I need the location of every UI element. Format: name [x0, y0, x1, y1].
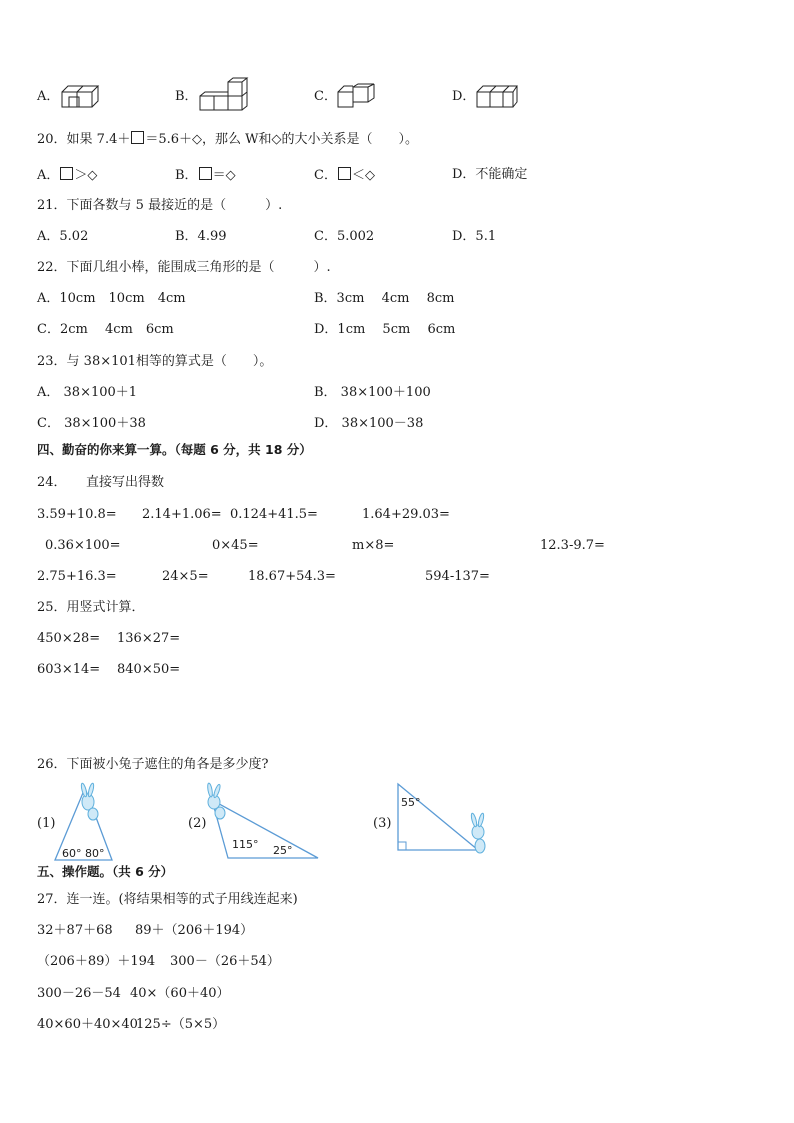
q23-option-c: C． 38×100＋38	[37, 416, 146, 431]
q27-stem: 27．连一连。(将结果相等的式子用线连起来)	[37, 892, 298, 907]
q24-r3-item-4: 594-137=	[425, 569, 490, 584]
q26-stem: 26．下面被小兔子遮住的角各是多少度?	[37, 757, 269, 772]
q24-r1-item-1: 3.59+10.8=	[37, 507, 117, 522]
q19-option-b-cube-figure	[198, 78, 250, 112]
q23-option-a: A． 38×100＋1	[37, 385, 138, 400]
q25-stem: 25．用竖式计算．	[37, 600, 145, 615]
q20-stem: 20．如果 7.4＋ ＝5.6＋◇，那么 W和◇的大小关系是（ ）。	[37, 132, 419, 147]
q22-stem: 22．下面几组小棒，能围成三角形的是（ ）.	[37, 260, 331, 275]
q26-fig3-label: (3)	[373, 816, 392, 831]
q19-option-c-cube-figure	[336, 84, 380, 110]
q21-option-b: B．4.99	[175, 229, 227, 244]
q22-option-a: A．10cm 10cm 4cm	[37, 291, 186, 306]
q23-option-d: D． 38×100－38	[314, 416, 424, 431]
section-5-title: 五、操作题。（共 6 分）	[37, 864, 174, 879]
q27-r1-right: 89＋（206＋194）	[135, 923, 254, 938]
q27-r1-left: 32＋87＋68	[37, 923, 113, 938]
section-4-title: 四、勤奋的你来算一算。（每题 6 分，共 18 分）	[37, 442, 312, 457]
q24-r1-item-2: 2.14+1.06=	[142, 507, 222, 522]
q26-fig1-angle-1: 60°	[62, 847, 82, 860]
q24-r1-item-3: 0.124+41.5=	[230, 507, 318, 522]
q21-stem: 21．下面各数与 5 最接近的是（ ）.	[37, 198, 283, 213]
square-symbol-icon	[131, 131, 144, 144]
q26-fig3-triangle	[392, 780, 492, 862]
q26-fig2-label: (2)	[188, 816, 207, 831]
q25-r1-item-1: 450×28=	[37, 631, 101, 646]
q24-r2-item-3: m×8=	[352, 538, 395, 553]
square-symbol-icon	[60, 167, 73, 180]
q20-option-b: B． ＝◇	[175, 168, 236, 183]
q26-fig2-triangle	[200, 780, 322, 862]
q27-r2-right: 300－（26＋54）	[170, 954, 280, 969]
q27-r4-left: 40×60＋40×40	[37, 1017, 138, 1032]
q23-stem: 23．与 38×101相等的算式是（ ）。	[37, 354, 273, 369]
q21-option-a: A．5.02	[37, 229, 89, 244]
q26-fig1-angle-2: 80°	[85, 847, 105, 860]
q19-option-c-label: C．	[314, 89, 337, 104]
q22-option-d: D．1cm 5cm 6cm	[314, 322, 456, 337]
square-symbol-icon	[338, 167, 351, 180]
q19-option-a-cube-figure	[60, 84, 110, 110]
rabbit-icon	[80, 783, 98, 820]
q26-fig2-angle-1: 115°	[232, 838, 259, 851]
q26-fig1-label: (1)	[37, 816, 56, 831]
q24-r2-item-2: 0×45=	[212, 538, 259, 553]
q25-r1-item-2: 136×27=	[117, 631, 181, 646]
q21-option-d: D．5.1	[452, 229, 497, 244]
q24-r3-item-2: 24×5=	[162, 569, 209, 584]
q20-option-c: C． ＜◇	[314, 168, 375, 183]
q22-option-b: B．3cm 4cm 8cm	[314, 291, 455, 306]
q26-fig2-angle-2: 25°	[273, 844, 293, 857]
q20-option-a: A． ＞◇	[37, 168, 98, 183]
q19-option-a-label: A．	[37, 89, 60, 104]
q19-option-d-cube-figure	[475, 84, 521, 110]
rabbit-icon	[207, 783, 225, 819]
q23-option-b: B． 38×100＋100	[314, 385, 431, 400]
q24-r2-item-4: 12.3-9.7=	[540, 538, 605, 553]
q27-r4-right: 125÷（5×5）	[136, 1017, 226, 1032]
q27-r3-right: 40×（60＋40）	[130, 986, 230, 1001]
q20-option-d: D．不能确定	[452, 167, 528, 182]
q24-r3-item-3: 18.67+54.3=	[248, 569, 336, 584]
q27-r3-left: 300－26－54	[37, 986, 121, 1001]
q24-r3-item-1: 2.75+16.3=	[37, 569, 117, 584]
q24-r2-item-1: 0.36×100=	[45, 538, 121, 553]
q24-stem: 24． 直接写出得数	[37, 475, 165, 490]
q25-r2-item-2: 840×50=	[117, 662, 181, 677]
q27-r2-left: （206＋89）＋194	[37, 954, 156, 969]
square-symbol-icon	[199, 167, 212, 180]
q22-option-c: C．2cm 4cm 6cm	[37, 322, 174, 337]
q19-option-b-label: B．	[175, 89, 198, 104]
q26-fig1-triangle	[50, 780, 120, 862]
q25-r2-item-1: 603×14=	[37, 662, 101, 677]
q19-option-d-label: D．	[452, 89, 476, 104]
q26-fig3-angle-1: 55°	[401, 796, 421, 809]
q21-option-c: C．5.002	[314, 229, 375, 244]
rabbit-icon	[470, 813, 485, 853]
q24-r1-item-4: 1.64+29.03=	[362, 507, 450, 522]
